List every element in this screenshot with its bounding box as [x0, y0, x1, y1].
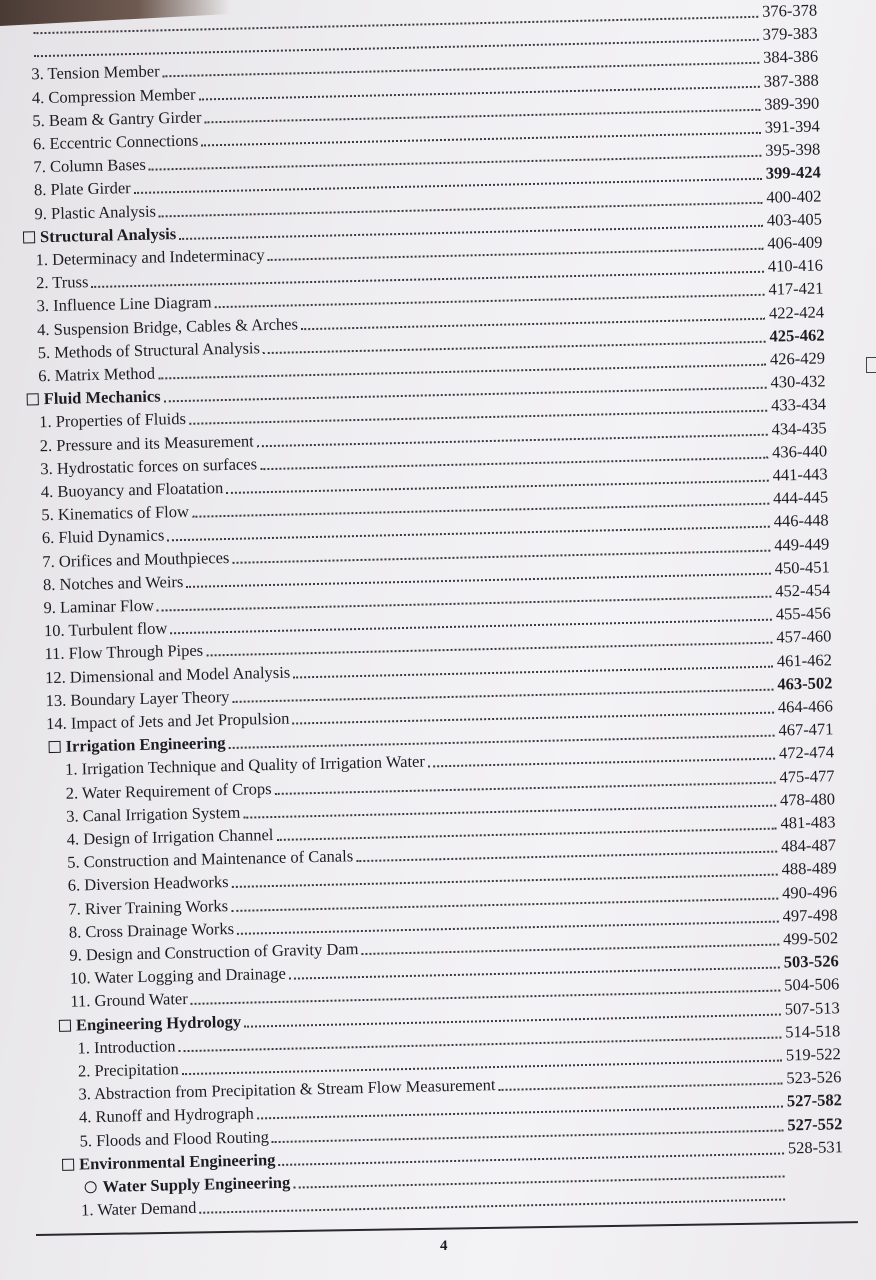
- toc-entry-pages: 497-498: [782, 905, 838, 926]
- toc-entry-pages: 444-445: [772, 487, 829, 508]
- toc-entry-pages: 376-378: [761, 0, 818, 21]
- page-number: 4: [440, 1238, 448, 1254]
- toc-entry-label: [68, 895, 228, 921]
- toc-entry-text: 8. Cross Drainage Works: [68, 918, 235, 942]
- toc-entry-label: [66, 802, 241, 828]
- toc-entry-text: 6. Eccentric Connections: [32, 130, 199, 154]
- toc-entry-pages: 475-477: [779, 765, 835, 787]
- toc-entry-label: [69, 918, 235, 944]
- toc-entry-text: 5. Kinematics of Flow: [41, 502, 190, 525]
- toc-entry-label: [70, 988, 188, 1013]
- toc-entry-label: [38, 363, 155, 388]
- toc-entry-pages: 503-526: [783, 951, 839, 972]
- toc-entry-pages: 478-480: [779, 789, 836, 810]
- dot-leader: [199, 1199, 785, 1214]
- toc-entry-pages: 472-474: [778, 742, 835, 763]
- toc-entry-text: 8. Notches and Weirs: [42, 571, 184, 594]
- toc-entry-pages: 379-383: [762, 23, 818, 44]
- toc-entry-label: [44, 618, 168, 643]
- toc-entry-pages: 484-487: [780, 835, 837, 856]
- toc-entry-pages: 387-388: [763, 70, 819, 91]
- toc-entry-label: [78, 1058, 179, 1082]
- toc-entry-text: 4. Suspension Bridge, Cables & Arches: [36, 313, 299, 339]
- toc-entry-pages: 406-409: [767, 232, 823, 253]
- toc-entry-text: 3. Influence Line Diagram: [36, 292, 212, 316]
- toc-entry-label: [31, 61, 160, 86]
- toc-entry-pages: 449-449: [774, 533, 830, 555]
- toc-entry-label: [67, 824, 274, 851]
- toc-entry-pages: 446-448: [773, 510, 829, 531]
- toc-entry-text: 5. Beam & Gantry Girder: [32, 107, 202, 131]
- page-edge-mark: [866, 357, 876, 373]
- toc-entry-text: 1. Determinacy and Indeterminacy: [35, 245, 265, 270]
- toc-entry-text: 6. Diversion Headworks: [67, 872, 229, 896]
- toc-entry-label: [23, 223, 177, 248]
- toc-entry-text: 3. Abstraction from Precipitation & Stream Flow Measurement: [78, 1075, 496, 1104]
- toc-entry-text: 3. Tension Member: [31, 61, 160, 84]
- toc-entry-text: 8. Plate Girder: [33, 178, 131, 200]
- toc-entry-pages: 457-460: [776, 626, 832, 647]
- toc-entry-text: 4. Runoff and Hydrograph: [78, 1103, 254, 1127]
- checkbox-square-icon: [27, 393, 39, 405]
- toc-entry-label: [59, 1010, 242, 1036]
- checkbox-square-icon: [62, 1158, 74, 1170]
- toc-entry-pages: 384-386: [762, 46, 819, 68]
- toc-entry-label: [44, 640, 203, 666]
- toc-entry-text: 4. Design of Irrigation Channel: [66, 825, 274, 849]
- toc-entry-pages: 514-518: [785, 1020, 841, 1042]
- toc-entry-pages: 488-489: [781, 858, 837, 879]
- toc-entry-text: 13. Boundary Layer Theory: [45, 686, 230, 710]
- toc-entry-pages: 504-506: [784, 974, 840, 995]
- toc-entry-text: 10. Turbulent flow: [43, 618, 168, 641]
- dot-leader: [499, 1083, 783, 1091]
- toc-entry-text: 7. Column Bases: [33, 154, 146, 177]
- toc-entry-label: [41, 477, 224, 503]
- toc-entry-label: [27, 386, 161, 411]
- toc-entry-text: 3. Canal Irrigation System: [65, 802, 241, 826]
- toc-entry-pages: 455-456: [775, 603, 832, 624]
- toc-entry-text: 6. Matrix Method: [38, 363, 156, 386]
- bottom-rule: [36, 1221, 858, 1236]
- toc-entry-pages: 441-443: [772, 464, 828, 485]
- toc-entry-label: [81, 1197, 197, 1222]
- toc-entry-label: [33, 130, 199, 156]
- toc-entry-pages: 436-440: [771, 441, 828, 462]
- circle-bullet-icon: [85, 1181, 97, 1193]
- toc-entry-pages: 461-462: [776, 649, 833, 671]
- toc-entry-label: [68, 871, 229, 897]
- toc-entry-pages: 403-405: [766, 209, 823, 230]
- toc-entry-pages: 425-462: [769, 325, 825, 346]
- toc-entry-text: Engineering Hydrology: [75, 1011, 242, 1035]
- toc-entry-pages: 399-424: [765, 162, 822, 184]
- toc-entry-pages: 434-435: [771, 417, 827, 439]
- toc-entry-label: [70, 963, 286, 990]
- toc-entry-pages: 422-424: [768, 301, 825, 323]
- toc-entry-pages: 499-502: [782, 928, 839, 949]
- toc-entry-text: 4. Compression Member: [31, 84, 196, 107]
- toc-entry-pages: 527-582: [786, 1090, 843, 1111]
- toc-entry-label: [39, 408, 186, 433]
- toc-entry-label: [32, 106, 202, 132]
- toc-entry-pages: 523-526: [786, 1067, 842, 1088]
- checkbox-square-icon: [59, 1019, 71, 1031]
- toc-entry-text: 2. Precipitation: [77, 1059, 180, 1081]
- toc-entry-text: 1. Introduction: [77, 1036, 176, 1058]
- toc-entry-text: 4. Buoyancy and Floatation: [40, 478, 224, 502]
- toc-entry-label: [34, 200, 156, 225]
- toc-entry-label: [33, 154, 146, 179]
- toc-entry-label: [34, 177, 131, 201]
- toc-entry-pages: 389-390: [764, 93, 820, 114]
- toc-entry-pages: 463-502: [777, 673, 833, 694]
- toc-entry-text: 2. Water Requirement of Crops: [65, 778, 272, 803]
- toc-entry-text: 7. Orifices and Mouthpieces: [42, 547, 230, 571]
- toc-entry-pages: 426-429: [769, 348, 826, 369]
- toc-entry-pages: 400-402: [766, 186, 822, 207]
- toc-entry-pages: 528-531: [787, 1136, 844, 1158]
- toc-entry-pages: 507-513: [784, 997, 840, 1019]
- toc-entry-label: [45, 686, 229, 712]
- toc-entry-label: [41, 501, 189, 526]
- toc-entry-text: 12. Dimensional and Model Analysis: [44, 662, 291, 687]
- toc-entry-text: Environmental Engineering: [78, 1149, 276, 1174]
- toc-entry-text: 10. Water Logging and Drainage: [69, 963, 287, 988]
- toc-entry-text: 14. Impact of Jets and Jet Propulsion: [45, 708, 290, 734]
- toc-entry-text: 2. Pressure and its Measurement: [39, 430, 254, 455]
- toc-entry-label: [43, 595, 154, 620]
- toc-entry-text: Fluid Mechanics: [43, 386, 161, 409]
- toc-entry-pages: 452-454: [775, 580, 831, 601]
- toc-entry-text: 5. Floods and Flood Routing: [79, 1126, 270, 1151]
- toc-entry-text: 9. Design and Construction of Gravity Dam: [69, 939, 359, 965]
- toc-entry-pages: 391-394: [764, 116, 820, 137]
- toc-entry-text: Structural Analysis: [39, 223, 177, 246]
- toc-entry-pages: 430-432: [770, 371, 826, 392]
- toc-entry-pages: 527-552: [787, 1113, 843, 1135]
- toc-entry-label: [79, 1103, 254, 1129]
- toc-entry-text: 2. Truss: [35, 272, 89, 293]
- toc-entry-text: 1. Water Demand: [80, 1198, 197, 1220]
- toc-entry-label: [40, 453, 257, 480]
- checkbox-square-icon: [23, 231, 35, 243]
- toc-entry-label: [43, 571, 184, 596]
- toc-entry-label: [36, 292, 211, 318]
- toc-entry-label: [36, 271, 89, 294]
- toc-entry-text: 6. Fluid Dynamics: [41, 525, 165, 548]
- toc-entry-text: 1. Properties of Fluids: [39, 409, 187, 432]
- toc-entry-label: [79, 1126, 269, 1152]
- toc-entry-label: [84, 1172, 290, 1199]
- toc-entry-pages: 417-421: [768, 278, 824, 300]
- toc-entry-pages: 481-483: [780, 812, 836, 833]
- toc-entry-label: [42, 547, 229, 573]
- toc-entry-pages: 490-496: [781, 881, 838, 903]
- toc-entry-pages: 450-451: [774, 557, 830, 578]
- toc-entry-label: [48, 732, 225, 758]
- toc-entry-text: 9. Plastic Analysis: [34, 201, 157, 223]
- toc-entry-label: [77, 1035, 176, 1059]
- toc-entry-text: 9. Laminar Flow: [43, 595, 155, 618]
- toc-entry-pages: 433-434: [770, 394, 827, 415]
- toc-entry-pages: 464-466: [777, 696, 834, 717]
- toc-entry-text: 7. River Training Works: [68, 895, 229, 919]
- toc-entry-pages: 410-416: [767, 255, 824, 276]
- toc-entry-text: 11. Flow Through Pipes: [44, 640, 204, 664]
- toc-entry-label: [42, 525, 165, 550]
- toc-entry-text: 11. Ground Water: [70, 989, 188, 1012]
- toc-entry-text: 1. Irrigation Technique and Quality of Irrigation Water: [64, 751, 426, 780]
- toc-entry-label: [62, 1149, 276, 1176]
- toc-entry-text: 3. Hydrostatic forces on surfaces: [40, 454, 258, 478]
- toc-entry-pages: 395-398: [765, 139, 821, 160]
- toc-entry-label: [32, 83, 196, 109]
- toc-entry-text: 5. Methods of Structural Analysis: [37, 337, 261, 363]
- toc-entry-pages: 519-522: [785, 1044, 842, 1065]
- toc-entry-text: 5. Construction and Maintenance of Canals: [67, 846, 354, 872]
- toc-entry-pages: 467-471: [778, 719, 834, 740]
- toc-entry-label: [65, 778, 271, 805]
- toc-entry-label: [40, 430, 254, 457]
- checkbox-square-icon: [49, 741, 61, 753]
- toc-entry-text: Irrigation Engineering: [65, 733, 226, 756]
- toc-entry-text: Water Supply Engineering: [102, 1172, 291, 1196]
